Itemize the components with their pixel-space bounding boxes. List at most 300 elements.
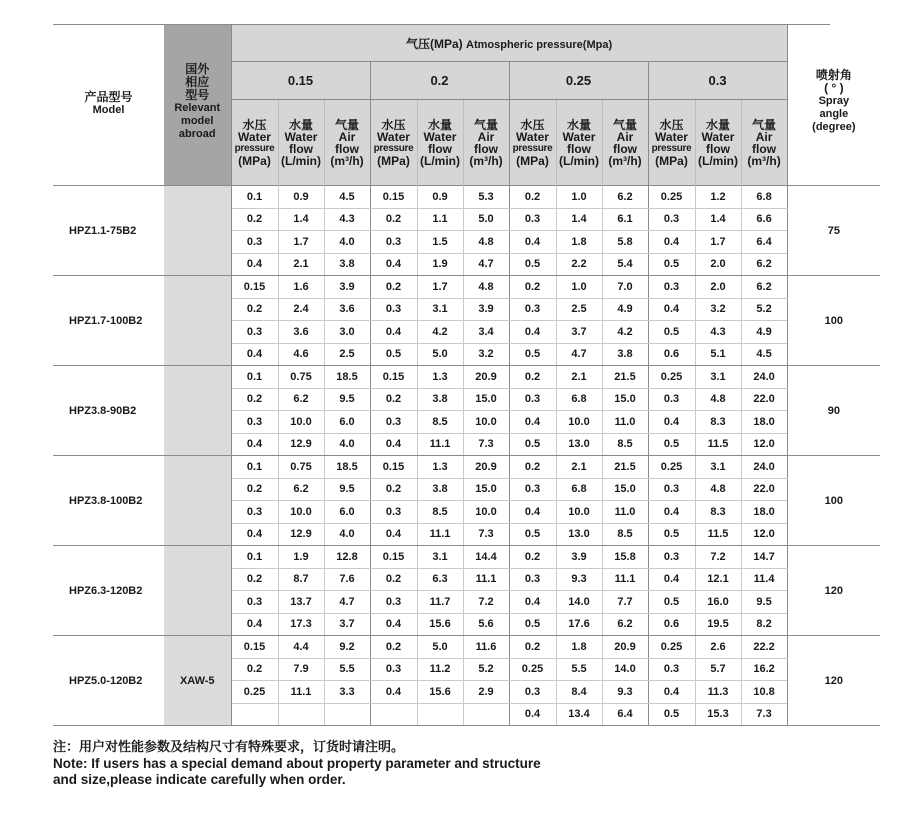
data-cell: 0.2 bbox=[370, 636, 417, 659]
data-cell: 5.3 bbox=[463, 186, 509, 209]
data-cell: 0.9 bbox=[278, 186, 324, 209]
data-cell: 0.15 bbox=[370, 456, 417, 479]
data-cell: 0.2 bbox=[509, 456, 556, 479]
data-cell: 5.8 bbox=[602, 231, 648, 254]
data-cell: 3.9 bbox=[463, 298, 509, 321]
subheader-water-pressure-zh: 水压 bbox=[520, 117, 545, 132]
data-cell: 12.0 bbox=[741, 523, 787, 546]
data-cell: 11.7 bbox=[417, 591, 463, 614]
data-cell: 0.15 bbox=[231, 636, 278, 659]
data-cell: 0.4 bbox=[231, 613, 278, 636]
subheader-water-flow-en2: flow bbox=[567, 141, 591, 156]
data-cell: 8.3 bbox=[695, 501, 741, 524]
data-cell: 0.2 bbox=[509, 276, 556, 299]
subheader-water-pressure-en1: Water bbox=[377, 129, 410, 144]
header-atmospheric-pressure bbox=[231, 25, 787, 62]
subheader-water-flow-zh: 水量 bbox=[427, 117, 452, 132]
data-cell: 0.2 bbox=[370, 568, 417, 591]
data-cell: 3.2 bbox=[463, 343, 509, 366]
header-spray-en-3: (degree) bbox=[812, 121, 856, 133]
subheader-water-flow-unit: (L/min) bbox=[420, 153, 460, 168]
data-cell: 16.0 bbox=[695, 591, 741, 614]
data-cell: 0.2 bbox=[370, 208, 417, 231]
data-cell: 14.4 bbox=[463, 546, 509, 569]
data-cell: 0.2 bbox=[509, 546, 556, 569]
data-cell: 2.1 bbox=[278, 253, 324, 276]
table-row bbox=[53, 186, 880, 209]
data-cell: 1.6 bbox=[278, 276, 324, 299]
data-cell: 22.0 bbox=[741, 388, 787, 411]
data-cell: 1.9 bbox=[417, 253, 463, 276]
data-cell: 7.6 bbox=[324, 568, 370, 591]
data-cell: 4.7 bbox=[463, 253, 509, 276]
header-relevant-en-1: Relevant bbox=[174, 102, 221, 114]
data-cell: 0.3 bbox=[509, 478, 556, 501]
subheader-water-flow-en2: flow bbox=[428, 141, 452, 156]
subheader-air-flow bbox=[741, 100, 787, 186]
subheader-air-flow bbox=[463, 100, 509, 186]
data-cell: 0.15 bbox=[370, 186, 417, 209]
data-cell: 0.5 bbox=[509, 253, 556, 276]
subheader-water-pressure-unit: (MPa) bbox=[377, 153, 410, 168]
data-cell: 12.1 bbox=[695, 568, 741, 591]
data-cell: 10.0 bbox=[556, 411, 602, 434]
data-cell: 2.5 bbox=[556, 298, 602, 321]
data-cell: 7.0 bbox=[602, 276, 648, 299]
subheader-water-flow-zh: 水量 bbox=[288, 117, 313, 132]
data-cell: 6.8 bbox=[556, 478, 602, 501]
data-cell: 4.9 bbox=[741, 321, 787, 344]
data-cell: 3.7 bbox=[324, 613, 370, 636]
data-cell: 2.1 bbox=[556, 456, 602, 479]
data-cell: 5.1 bbox=[695, 343, 741, 366]
data-cell: 4.8 bbox=[463, 231, 509, 254]
subheader-water-flow-en2: flow bbox=[706, 141, 730, 156]
data-cell bbox=[324, 703, 370, 726]
data-cell: 0.4 bbox=[509, 591, 556, 614]
data-cell: 2.6 bbox=[695, 636, 741, 659]
data-cell: 0.4 bbox=[231, 433, 278, 456]
data-cell: 3.6 bbox=[278, 321, 324, 344]
table-row bbox=[53, 276, 880, 299]
data-cell: 3.4 bbox=[463, 321, 509, 344]
data-cell: 12.0 bbox=[741, 433, 787, 456]
data-cell: 11.1 bbox=[463, 568, 509, 591]
data-cell bbox=[370, 703, 417, 726]
data-cell: 4.8 bbox=[463, 276, 509, 299]
data-cell: 3.9 bbox=[556, 546, 602, 569]
subheader-water-pressure bbox=[370, 100, 417, 186]
data-cell: 6.6 bbox=[741, 208, 787, 231]
subheader-water-flow bbox=[417, 100, 463, 186]
data-cell: 19.5 bbox=[695, 613, 741, 636]
subheader-air-flow bbox=[602, 100, 648, 186]
data-cell: 17.6 bbox=[556, 613, 602, 636]
data-cell: 2.1 bbox=[556, 366, 602, 389]
subheader-water-pressure-en1: Water bbox=[238, 129, 271, 144]
data-cell: 0.25 bbox=[648, 636, 695, 659]
data-cell: 1.7 bbox=[695, 231, 741, 254]
data-cell: 0.2 bbox=[231, 658, 278, 681]
data-cell: 1.5 bbox=[417, 231, 463, 254]
header-spray-angle bbox=[787, 25, 880, 186]
pressure-level: 0.15 bbox=[231, 62, 370, 100]
data-cell: 7.3 bbox=[741, 703, 787, 726]
data-cell: 0.4 bbox=[370, 321, 417, 344]
data-cell: 4.5 bbox=[741, 343, 787, 366]
data-cell: 4.8 bbox=[695, 478, 741, 501]
data-cell: 0.6 bbox=[648, 613, 695, 636]
data-cell: 8.5 bbox=[602, 523, 648, 546]
spray-angle-cell: 120 bbox=[787, 546, 880, 636]
data-cell: 7.9 bbox=[278, 658, 324, 681]
data-cell: 0.6 bbox=[648, 343, 695, 366]
data-cell: 10.0 bbox=[278, 501, 324, 524]
data-cell: 15.0 bbox=[602, 478, 648, 501]
header-relevant-en-3: abroad bbox=[178, 128, 216, 140]
data-cell: 4.4 bbox=[278, 636, 324, 659]
data-cell: 0.4 bbox=[370, 253, 417, 276]
data-cell: 4.9 bbox=[602, 298, 648, 321]
data-cell: 4.7 bbox=[556, 343, 602, 366]
data-cell: 1.1 bbox=[417, 208, 463, 231]
data-cell: 0.3 bbox=[231, 411, 278, 434]
data-cell: 0.4 bbox=[231, 523, 278, 546]
data-cell: 0.75 bbox=[278, 366, 324, 389]
subheader-air-flow-en1: Air bbox=[616, 129, 634, 144]
data-cell: 4.5 bbox=[324, 186, 370, 209]
data-cell: 0.3 bbox=[370, 501, 417, 524]
data-cell: 6.2 bbox=[278, 478, 324, 501]
subheader-air-flow-zh: 气量 bbox=[752, 117, 777, 132]
data-cell: 0.2 bbox=[231, 208, 278, 231]
header-model-en: Model bbox=[92, 104, 125, 116]
header-model-zh: 产品型号 bbox=[84, 90, 133, 104]
data-cell: 0.25 bbox=[648, 456, 695, 479]
data-cell: 0.5 bbox=[648, 523, 695, 546]
subheader-water-pressure-en2: pressure bbox=[512, 142, 553, 154]
header-pressure-zh: 气压(MPa) bbox=[406, 36, 463, 51]
subheader-air-flow-unit: (m³/h) bbox=[330, 153, 364, 168]
data-cell: 10.0 bbox=[463, 501, 509, 524]
data-cell: 8.7 bbox=[278, 568, 324, 591]
data-cell: 0.4 bbox=[370, 681, 417, 704]
subheader-water-flow-en1: Water bbox=[701, 129, 735, 144]
data-cell: 15.0 bbox=[463, 478, 509, 501]
model-cell: HPZ3.8-100B2 bbox=[53, 456, 164, 546]
data-cell: 10.0 bbox=[278, 411, 324, 434]
data-cell: 12.8 bbox=[324, 546, 370, 569]
subheader-water-pressure-en1: Water bbox=[655, 129, 688, 144]
data-cell: 1.3 bbox=[417, 366, 463, 389]
data-cell: 20.9 bbox=[463, 456, 509, 479]
data-cell: 4.0 bbox=[324, 523, 370, 546]
data-cell: 16.2 bbox=[741, 658, 787, 681]
data-cell: 4.2 bbox=[602, 321, 648, 344]
pressure-level: 0.2 bbox=[370, 62, 509, 100]
data-cell: 0.3 bbox=[231, 231, 278, 254]
model-cell: HPZ1.1-75B2 bbox=[53, 186, 164, 276]
data-cell: 0.3 bbox=[370, 231, 417, 254]
subheader-air-flow-zh: 气量 bbox=[612, 117, 637, 132]
spray-angle-cell: 100 bbox=[787, 456, 880, 546]
data-cell: 3.7 bbox=[556, 321, 602, 344]
relevant-model-cell bbox=[164, 186, 231, 276]
data-cell: 14.7 bbox=[741, 546, 787, 569]
header-relevant-zh-2: 相应 bbox=[185, 75, 210, 89]
data-cell: 1.0 bbox=[556, 276, 602, 299]
data-cell: 0.15 bbox=[370, 546, 417, 569]
subheader-air-flow-en1: Air bbox=[338, 129, 356, 144]
data-cell: 24.0 bbox=[741, 456, 787, 479]
data-cell: 20.9 bbox=[463, 366, 509, 389]
subheader-water-flow-unit: (L/min) bbox=[698, 153, 738, 168]
data-cell: 3.3 bbox=[324, 681, 370, 704]
data-cell: 0.2 bbox=[231, 478, 278, 501]
data-cell: 5.0 bbox=[417, 343, 463, 366]
model-cell: HPZ3.8-90B2 bbox=[53, 366, 164, 456]
pressure-level: 0.3 bbox=[648, 62, 787, 100]
data-cell: 0.4 bbox=[509, 321, 556, 344]
data-cell: 18.5 bbox=[324, 456, 370, 479]
data-cell: 6.0 bbox=[324, 501, 370, 524]
data-cell: 0.4 bbox=[370, 523, 417, 546]
data-cell: 0.1 bbox=[231, 546, 278, 569]
data-cell: 3.8 bbox=[417, 478, 463, 501]
model-cell: HPZ1.7-100B2 bbox=[53, 276, 164, 366]
data-cell: 2.9 bbox=[463, 681, 509, 704]
data-cell: 0.1 bbox=[231, 456, 278, 479]
data-cell: 1.7 bbox=[417, 276, 463, 299]
data-cell: 4.3 bbox=[324, 208, 370, 231]
data-cell: 0.4 bbox=[509, 231, 556, 254]
data-cell bbox=[417, 703, 463, 726]
data-cell: 0.3 bbox=[648, 388, 695, 411]
data-cell: 5.0 bbox=[417, 636, 463, 659]
data-cell: 7.3 bbox=[463, 523, 509, 546]
data-cell: 0.25 bbox=[648, 366, 695, 389]
data-cell: 5.5 bbox=[324, 658, 370, 681]
header-relevant-model bbox=[164, 25, 231, 186]
data-cell: 0.3 bbox=[648, 276, 695, 299]
data-cell: 3.1 bbox=[695, 366, 741, 389]
data-cell: 0.3 bbox=[648, 478, 695, 501]
data-cell: 1.9 bbox=[278, 546, 324, 569]
subheader-water-pressure-zh: 水压 bbox=[242, 117, 267, 132]
data-cell: 0.5 bbox=[509, 523, 556, 546]
data-cell: 0.2 bbox=[509, 186, 556, 209]
data-cell: 15.0 bbox=[602, 388, 648, 411]
data-cell: 0.2 bbox=[231, 298, 278, 321]
data-cell: 7.7 bbox=[602, 591, 648, 614]
subheader-water-flow bbox=[695, 100, 741, 186]
data-cell: 11.0 bbox=[602, 411, 648, 434]
data-cell: 1.8 bbox=[556, 231, 602, 254]
data-cell: 0.15 bbox=[231, 276, 278, 299]
data-cell: 0.4 bbox=[648, 501, 695, 524]
data-cell bbox=[231, 703, 278, 726]
data-cell: 0.2 bbox=[370, 276, 417, 299]
data-cell: 0.2 bbox=[231, 388, 278, 411]
subheader-water-flow-unit: (L/min) bbox=[559, 153, 599, 168]
subheader-air-flow-unit: (m³/h) bbox=[747, 153, 781, 168]
data-cell: 8.2 bbox=[741, 613, 787, 636]
data-cell: 0.3 bbox=[648, 546, 695, 569]
data-cell: 9.3 bbox=[602, 681, 648, 704]
data-cell: 15.6 bbox=[417, 613, 463, 636]
data-cell: 11.1 bbox=[602, 568, 648, 591]
subheader-water-pressure-unit: (MPa) bbox=[516, 153, 549, 168]
data-cell: 0.3 bbox=[370, 658, 417, 681]
subheader-water-flow bbox=[278, 100, 324, 186]
data-cell: 2.5 bbox=[324, 343, 370, 366]
data-cell: 0.3 bbox=[509, 298, 556, 321]
subheader-water-pressure bbox=[231, 100, 278, 186]
spray-angle-cell: 75 bbox=[787, 186, 880, 276]
data-cell: 11.1 bbox=[417, 433, 463, 456]
data-cell: 5.2 bbox=[463, 658, 509, 681]
data-cell: 0.5 bbox=[648, 703, 695, 726]
header-relevant-zh-3: 型号 bbox=[185, 88, 210, 102]
data-cell: 22.0 bbox=[741, 478, 787, 501]
subheader-water-pressure bbox=[648, 100, 695, 186]
data-cell: 0.3 bbox=[370, 411, 417, 434]
data-cell: 13.0 bbox=[556, 433, 602, 456]
data-cell: 2.0 bbox=[695, 276, 741, 299]
data-cell: 3.2 bbox=[695, 298, 741, 321]
data-cell: 2.0 bbox=[695, 253, 741, 276]
data-cell: 0.5 bbox=[648, 433, 695, 456]
data-cell: 11.0 bbox=[602, 501, 648, 524]
subheader-air-flow-zh: 气量 bbox=[334, 117, 359, 132]
data-cell: 0.3 bbox=[231, 591, 278, 614]
data-cell: 0.25 bbox=[648, 186, 695, 209]
data-cell: 0.4 bbox=[509, 703, 556, 726]
data-cell: 0.25 bbox=[509, 658, 556, 681]
data-cell: 4.8 bbox=[695, 388, 741, 411]
data-cell: 0.4 bbox=[509, 411, 556, 434]
table-row bbox=[53, 456, 880, 479]
subheader-water-pressure bbox=[509, 100, 556, 186]
data-cell: 3.1 bbox=[417, 546, 463, 569]
data-cell: 10.0 bbox=[556, 501, 602, 524]
subheader-water-pressure-zh: 水压 bbox=[659, 117, 684, 132]
data-cell: 4.0 bbox=[324, 231, 370, 254]
pressure-level: 0.25 bbox=[509, 62, 648, 100]
data-cell: 0.2 bbox=[509, 636, 556, 659]
data-cell: 11.4 bbox=[741, 568, 787, 591]
data-cell: 15.8 bbox=[602, 546, 648, 569]
data-cell: 1.0 bbox=[556, 186, 602, 209]
subheader-water-pressure-unit: (MPa) bbox=[238, 153, 271, 168]
data-cell: 1.3 bbox=[417, 456, 463, 479]
data-cell: 0.5 bbox=[648, 253, 695, 276]
data-cell: 6.4 bbox=[602, 703, 648, 726]
data-cell: 0.5 bbox=[509, 343, 556, 366]
data-cell: 1.4 bbox=[695, 208, 741, 231]
data-cell: 0.4 bbox=[648, 298, 695, 321]
data-cell: 0.9 bbox=[417, 186, 463, 209]
data-cell: 6.2 bbox=[741, 276, 787, 299]
header-spray-zh: 喷射角 bbox=[815, 68, 852, 82]
data-cell: 13.0 bbox=[556, 523, 602, 546]
data-cell: 4.0 bbox=[324, 433, 370, 456]
relevant-model-cell bbox=[164, 456, 231, 546]
data-cell: 1.4 bbox=[278, 208, 324, 231]
data-cell bbox=[278, 703, 324, 726]
data-cell: 9.5 bbox=[324, 478, 370, 501]
data-cell: 2.2 bbox=[556, 253, 602, 276]
data-cell: 18.0 bbox=[741, 501, 787, 524]
data-cell: 0.25 bbox=[231, 681, 278, 704]
data-cell: 6.2 bbox=[741, 253, 787, 276]
relevant-model-cell bbox=[164, 546, 231, 636]
spray-angle-cell: 90 bbox=[787, 366, 880, 456]
data-cell: 0.3 bbox=[648, 658, 695, 681]
data-cell: 6.0 bbox=[324, 411, 370, 434]
subheader-water-pressure-en1: Water bbox=[516, 129, 549, 144]
data-cell: 21.5 bbox=[602, 456, 648, 479]
data-cell: 11.6 bbox=[463, 636, 509, 659]
data-cell: 20.9 bbox=[602, 636, 648, 659]
header-relevant-en-2: model bbox=[181, 115, 214, 127]
data-cell: 0.5 bbox=[370, 343, 417, 366]
subheader-air-flow-en2: flow bbox=[613, 141, 637, 156]
data-cell: 0.4 bbox=[648, 681, 695, 704]
subheader-water-flow-unit: (L/min) bbox=[281, 153, 321, 168]
data-cell: 0.4 bbox=[648, 231, 695, 254]
subheader-air-flow-en2: flow bbox=[335, 141, 359, 156]
data-cell: 11.3 bbox=[695, 681, 741, 704]
data-cell: 0.4 bbox=[370, 433, 417, 456]
subheader-air-flow-unit: (m³/h) bbox=[469, 153, 503, 168]
data-cell: 15.6 bbox=[417, 681, 463, 704]
model-cell: HPZ5.0-120B2 bbox=[53, 636, 164, 726]
data-cell: 2.4 bbox=[278, 298, 324, 321]
subheader-water-flow-en1: Water bbox=[284, 129, 318, 144]
data-cell: 0.4 bbox=[648, 568, 695, 591]
data-cell: 9.5 bbox=[324, 388, 370, 411]
subheader-water-flow-zh: 水量 bbox=[705, 117, 730, 132]
header-pressure-en: Atmospheric pressure(Mpa) bbox=[466, 38, 613, 51]
data-cell: 5.4 bbox=[602, 253, 648, 276]
data-cell: 7.2 bbox=[695, 546, 741, 569]
data-cell: 3.1 bbox=[417, 298, 463, 321]
data-cell: 1.8 bbox=[556, 636, 602, 659]
data-cell: 0.4 bbox=[509, 501, 556, 524]
data-cell: 8.4 bbox=[556, 681, 602, 704]
subheader-water-pressure-en2: pressure bbox=[234, 142, 275, 154]
header-model bbox=[53, 25, 164, 186]
data-cell: 0.5 bbox=[509, 613, 556, 636]
data-cell: 0.2 bbox=[509, 366, 556, 389]
data-cell: 5.0 bbox=[463, 208, 509, 231]
data-cell: 3.8 bbox=[602, 343, 648, 366]
header-spray-en-1: Spray bbox=[818, 95, 850, 107]
table-row bbox=[53, 546, 880, 569]
subheader-air-flow-en2: flow bbox=[752, 141, 777, 156]
data-cell: 0.3 bbox=[509, 208, 556, 231]
data-cell: 4.7 bbox=[324, 591, 370, 614]
data-cell: 5.5 bbox=[556, 658, 602, 681]
header-relevant-zh-1: 国外 bbox=[185, 62, 210, 76]
subheader-water-pressure-en2: pressure bbox=[651, 142, 692, 154]
data-cell: 17.3 bbox=[278, 613, 324, 636]
data-cell: 11.1 bbox=[278, 681, 324, 704]
data-cell: 0.1 bbox=[231, 186, 278, 209]
data-cell: 10.0 bbox=[463, 411, 509, 434]
spray-angle-cell: 100 bbox=[787, 276, 880, 366]
